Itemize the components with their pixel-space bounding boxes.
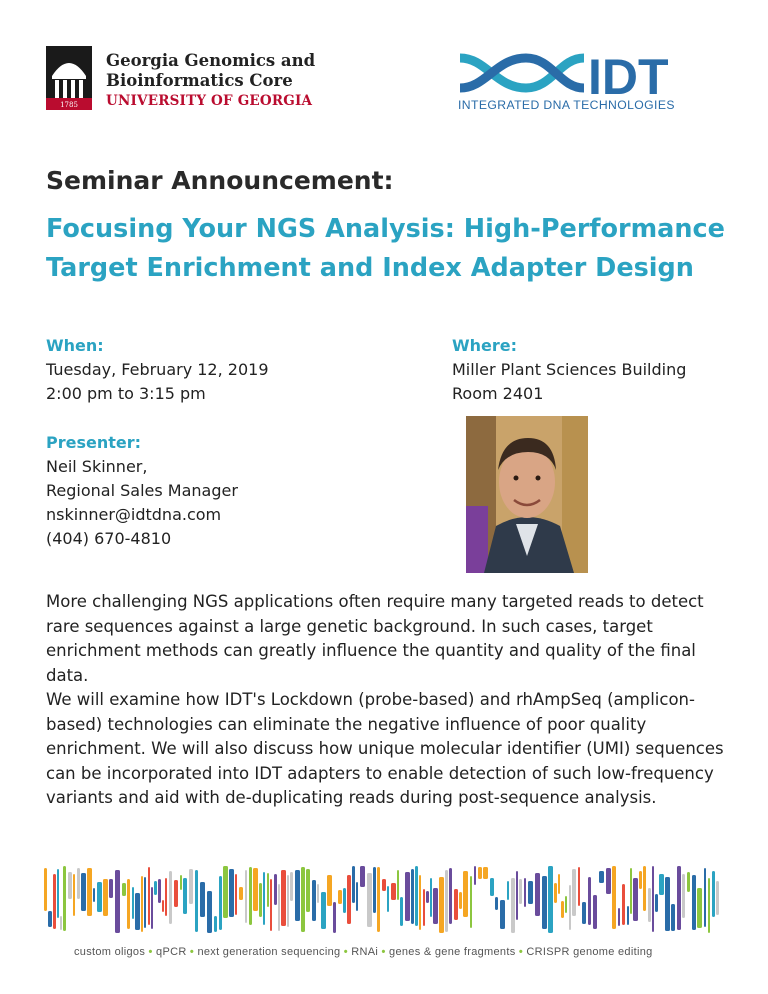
idt-wordmark: IDT (588, 49, 669, 105)
barcode-bar-93 (483, 867, 488, 879)
barcode-bar-30 (180, 875, 182, 890)
barcode-bar-25 (158, 879, 161, 903)
barcode-bar-33 (195, 870, 198, 932)
barcode-bar-131 (671, 904, 675, 931)
barcode-bar-114 (588, 877, 591, 925)
barcode-bar-117 (606, 868, 611, 894)
uga-line3: UNIVERSITY OF GEORGIA (106, 93, 313, 109)
dna-barcode-banner (44, 866, 720, 934)
where-building: Miller Plant Sciences Building (452, 360, 687, 379)
barcode-bar-95 (495, 897, 498, 910)
barcode-bar-90 (470, 876, 472, 928)
barcode-bar-52 (287, 875, 289, 927)
barcode-bar-10 (87, 868, 92, 916)
footer-product-list (74, 946, 653, 958)
barcode-bar-128 (655, 894, 658, 912)
barcode-bar-110 (569, 885, 571, 930)
barcode-bar-23 (151, 887, 153, 929)
barcode-bar-73 (391, 883, 396, 900)
barcode-bar-122 (630, 868, 632, 914)
barcode-bar-82 (430, 878, 432, 917)
barcode-bar-121 (627, 906, 629, 925)
barcode-bar-137 (704, 868, 706, 927)
barcode-bar-44 (253, 868, 258, 911)
presenter-email[interactable]: nskinner@idtdna.com (46, 505, 222, 524)
barcode-bar-29 (174, 880, 178, 907)
barcode-bar-98 (511, 878, 515, 933)
barcode-bar-41 (239, 887, 243, 900)
barcode-bar-27 (165, 878, 167, 916)
barcode-bar-124 (639, 871, 642, 889)
barcode-bar-139 (712, 871, 715, 917)
barcode-bar-75 (400, 897, 403, 926)
barcode-bar-9 (81, 873, 86, 911)
barcode-bar-108 (561, 901, 564, 918)
barcode-bar-69 (373, 867, 376, 913)
barcode-bar-103 (535, 873, 540, 916)
barcode-bar-38 (223, 866, 228, 918)
barcode-bar-64 (347, 875, 351, 924)
barcode-bar-1 (48, 911, 52, 927)
barcode-bar-84 (439, 877, 444, 933)
barcode-bar-129 (659, 874, 664, 895)
barcode-bar-85 (445, 870, 448, 932)
barcode-bar-105 (548, 866, 553, 933)
barcode-bar-134 (687, 872, 690, 892)
barcode-bar-3 (57, 869, 59, 918)
body-text (46, 590, 726, 811)
barcode-bar-6 (68, 872, 72, 899)
uga-line1: Georgia Genomics and (106, 51, 316, 70)
barcode-bar-36 (214, 916, 217, 932)
barcode-bar-77 (411, 869, 414, 924)
barcode-bar-133 (682, 874, 685, 918)
barcode-bar-130 (665, 877, 670, 931)
barcode-bar-2 (53, 874, 56, 929)
seminar-heading: Seminar Announcement: (46, 166, 394, 195)
barcode-bar-40 (235, 874, 237, 915)
body-paragraph-1: More challenging NGS applications often require many targeted reads to detect rare sequences against a large genetic background. In such cases, target enrichment methods can greatly influence the quantity and quality of the final data. (46, 592, 704, 685)
presenter-photo (466, 416, 588, 573)
barcode-bar-132 (677, 866, 681, 930)
barcode-bar-88 (459, 892, 462, 909)
where-block (452, 334, 686, 406)
footer-item: qPCR (156, 946, 187, 958)
barcode-bar-80 (423, 889, 425, 926)
barcode-bar-104 (542, 876, 547, 929)
footer-item: RNAi (351, 946, 379, 958)
barcode-bar-140 (716, 881, 719, 915)
barcode-bar-16 (122, 883, 126, 896)
when-block (46, 334, 269, 406)
barcode-bar-107 (558, 874, 560, 894)
barcode-bar-31 (183, 878, 187, 914)
barcode-bar-109 (565, 896, 567, 913)
barcode-bar-126 (648, 888, 651, 922)
barcode-bar-78 (415, 866, 418, 926)
barcode-bar-22 (148, 867, 150, 925)
barcode-bar-35 (207, 891, 212, 933)
barcode-bar-63 (343, 888, 346, 913)
barcode-bar-17 (127, 879, 130, 929)
barcode-bar-45 (259, 883, 262, 917)
uga-year: 1785 (60, 101, 78, 109)
barcode-bar-19 (135, 893, 140, 930)
footer-separator: • (515, 946, 527, 958)
barcode-bar-102 (528, 881, 533, 904)
barcode-bar-14 (109, 879, 113, 898)
barcode-bar-13 (103, 879, 108, 916)
barcode-bar-72 (387, 886, 389, 912)
barcode-bar-92 (478, 867, 482, 879)
footer-separator: • (340, 946, 352, 958)
barcode-bar-59 (321, 892, 326, 929)
uga-arch-logo (46, 46, 92, 110)
when-date: Tuesday, February 12, 2019 (46, 360, 269, 379)
barcode-bar-50 (278, 884, 280, 931)
barcode-bar-47 (267, 873, 269, 907)
barcode-bar-86 (449, 868, 452, 924)
barcode-bar-96 (500, 900, 505, 929)
barcode-bar-71 (382, 879, 386, 891)
uga-line2: Bioinformatics Core (106, 71, 293, 90)
barcode-bar-65 (352, 866, 355, 903)
barcode-bar-54 (295, 870, 300, 921)
barcode-bar-43 (249, 867, 252, 925)
barcode-bar-70 (377, 867, 380, 932)
barcode-bar-118 (612, 866, 616, 929)
barcode-bar-136 (697, 888, 702, 928)
uga-wordmark (106, 51, 315, 111)
barcode-bar-53 (290, 872, 293, 901)
when-time: 2:00 pm to 3:15 pm (46, 384, 206, 403)
presenter-block (46, 431, 238, 551)
presenter-name: Neil Skinner, (46, 457, 148, 476)
barcode-bar-55 (301, 867, 305, 932)
barcode-bar-62 (338, 890, 342, 904)
barcode-bar-11 (93, 888, 95, 902)
barcode-bar-0 (44, 868, 47, 911)
barcode-bar-74 (397, 870, 399, 900)
barcode-bar-18 (132, 887, 134, 919)
barcode-bar-101 (524, 878, 526, 907)
barcode-bar-87 (454, 889, 458, 920)
barcode-bar-100 (519, 879, 522, 904)
barcode-bar-57 (312, 880, 316, 921)
barcode-bar-112 (578, 867, 580, 906)
barcode-bar-32 (189, 869, 193, 904)
barcode-bar-28 (169, 871, 172, 924)
barcode-bar-58 (317, 884, 319, 903)
barcode-bar-138 (708, 878, 710, 933)
barcode-bar-113 (582, 902, 586, 924)
footer-item: next generation sequencing (197, 946, 341, 958)
barcode-bar-42 (245, 870, 247, 923)
barcode-bar-120 (622, 884, 625, 925)
footer-item: CRISPR genome editing (526, 946, 653, 958)
barcode-bar-119 (618, 908, 620, 926)
barcode-bar-116 (599, 871, 604, 883)
barcode-bar-20 (141, 876, 143, 932)
when-label: When: (46, 336, 104, 355)
barcode-bar-83 (433, 888, 438, 924)
barcode-bar-5 (63, 866, 66, 931)
barcode-bar-115 (593, 895, 597, 929)
barcode-bar-68 (367, 873, 372, 927)
barcode-bar-51 (281, 870, 286, 926)
barcode-bar-97 (507, 881, 509, 900)
barcode-bar-94 (490, 878, 494, 896)
barcode-bar-7 (73, 874, 75, 916)
barcode-bar-99 (516, 871, 518, 920)
barcode-bar-89 (463, 871, 468, 917)
barcode-bar-26 (162, 900, 164, 912)
footer-separator: • (145, 946, 157, 958)
body-paragraph-2: We will examine how IDT's Lockdown (probe-based) and rhAmpSeq (amplicon-based) technologies can eliminate the negative influence of poor quality enrichment. We will also discuss how unique molecular identifier (UMI) sequences can be incorporated into IDT adapters to enable detection of such low-frequency variants and aid with de-duplicating reads during post-sequence analysis. (46, 690, 724, 807)
barcode-bar-12 (97, 882, 102, 912)
barcode-bar-15 (115, 870, 120, 933)
barcode-bar-106 (554, 883, 557, 903)
barcode-bar-24 (154, 881, 157, 895)
where-label: Where: (452, 336, 518, 355)
barcode-bar-66 (356, 882, 358, 911)
barcode-bar-125 (643, 866, 646, 911)
barcode-bar-127 (652, 866, 654, 932)
barcode-bar-111 (572, 869, 576, 916)
barcode-bar-76 (405, 872, 410, 921)
barcode-bar-37 (219, 876, 222, 930)
barcode-bar-21 (144, 877, 146, 928)
barcode-bar-61 (333, 902, 336, 933)
presenter-label: Presenter: (46, 433, 142, 452)
barcode-bar-48 (270, 879, 272, 931)
barcode-bar-4 (60, 916, 62, 930)
footer-item: custom oligos (74, 946, 146, 958)
barcode-bar-67 (360, 866, 365, 887)
barcode-bar-91 (474, 866, 476, 885)
barcode-bar-46 (263, 872, 265, 925)
footer-item: genes & gene fragments (389, 946, 516, 958)
presenter-role: Regional Sales Manager (46, 481, 238, 500)
footer-separator: • (186, 946, 198, 958)
barcode-bar-135 (692, 875, 696, 930)
barcode-bar-123 (633, 878, 638, 921)
barcode-bar-8 (77, 868, 80, 899)
footer-separator: • (378, 946, 390, 958)
barcode-bar-56 (306, 869, 310, 912)
barcode-bar-60 (327, 875, 332, 906)
idt-tagline: INTEGRATED DNA TECHNOLOGIES (458, 98, 675, 112)
barcode-bar-49 (274, 874, 277, 905)
barcode-bar-39 (229, 869, 234, 917)
presenter-phone: (404) 670-4810 (46, 529, 172, 548)
seminar-title: Focusing Your NGS Analysis: High-Performance Target Enrichment and Index Adapter Design (46, 214, 725, 283)
barcode-bar-81 (426, 891, 429, 903)
barcode-bar-79 (419, 875, 421, 930)
where-room: Room 2401 (452, 384, 544, 403)
barcode-bar-34 (200, 882, 205, 917)
